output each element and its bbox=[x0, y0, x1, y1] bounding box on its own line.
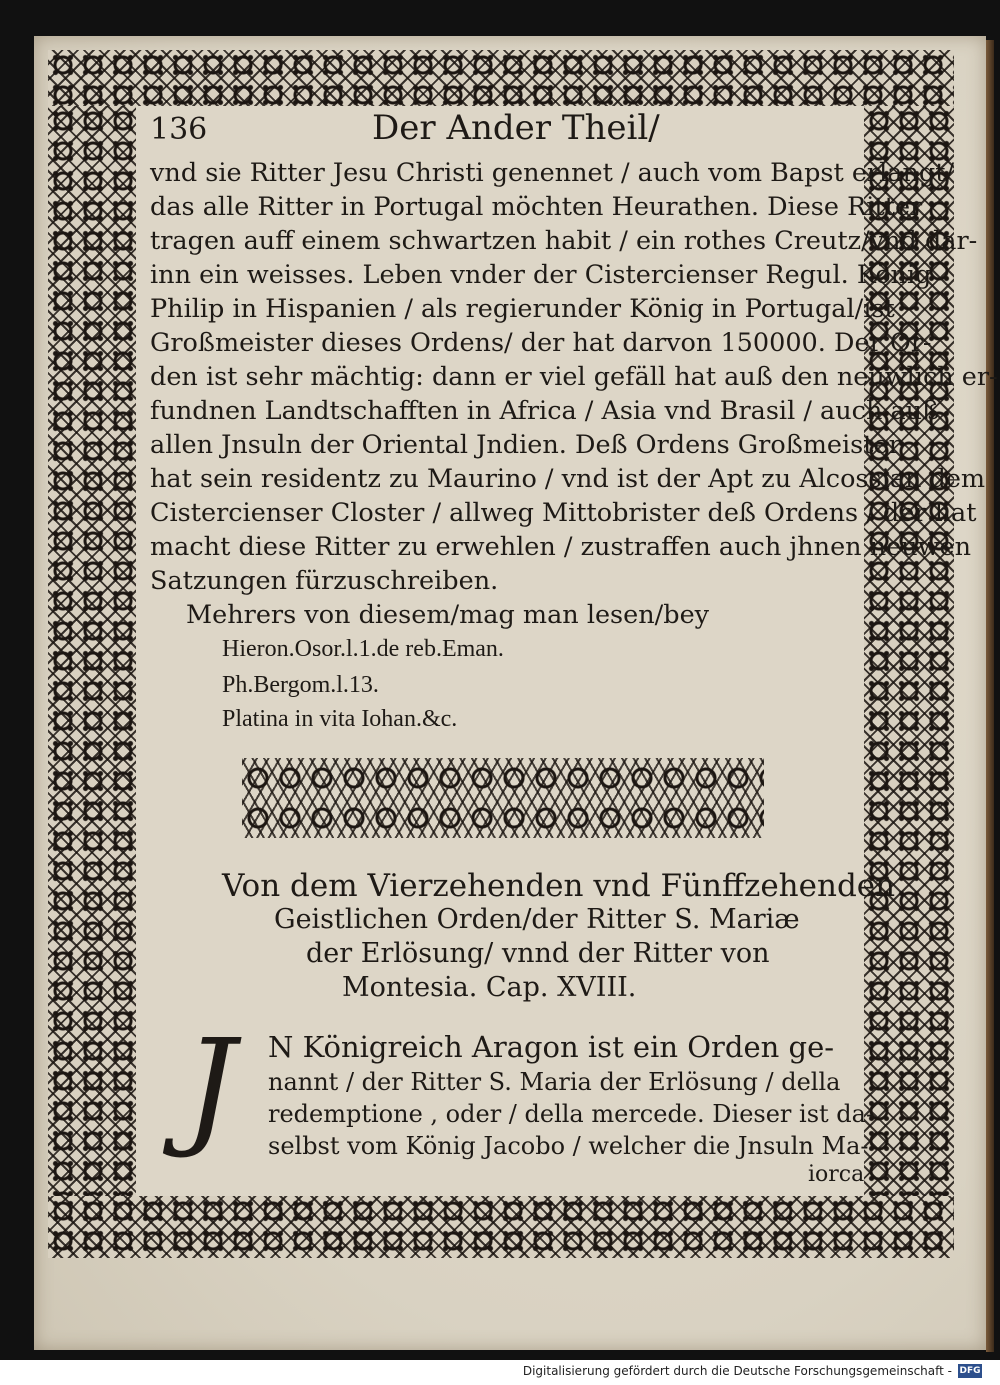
chapter-text-line: N Königreich Aragon ist ein Orden ge- bbox=[268, 1030, 835, 1064]
ornamental-border-bottom bbox=[48, 1196, 954, 1258]
body-line: allen Jnsuln der Oriental Jndien. Deß Ordens Großmeister bbox=[150, 430, 901, 460]
body-line: inn ein weisses. Leben vnder der Cistercienser Regul. König bbox=[150, 260, 932, 290]
body-line: den ist sehr mächtig: dann er viel gefäll hat auß den neuwlich er- bbox=[150, 362, 998, 392]
body-line: hat sein residentz zu Maurino / vnd ist der Apt zu Alcossian dem bbox=[150, 464, 986, 494]
dfg-logo-icon: DFG bbox=[959, 1366, 981, 1376]
chapter-text-line: selbst vom König Jacobo / welcher die Jnsuln Ma- bbox=[268, 1132, 869, 1160]
reference-item: Hieron.Osor.l.1.de reb.Eman. bbox=[222, 636, 504, 662]
ornamental-headpiece bbox=[242, 758, 764, 838]
chapter-heading-line: Von dem Vierzehenden vnd Fünffzehenden bbox=[222, 868, 896, 904]
ornamental-border-top bbox=[48, 50, 954, 106]
running-head: Der Ander Theil/ bbox=[372, 108, 660, 148]
body-line: Cistercienser Closter / allweg Mittobrister deß Ordens / der hat bbox=[150, 498, 977, 528]
chapter-text-line: nannt / der Ritter S. Maria der Erlösung / della bbox=[268, 1068, 841, 1096]
body-line: fundnen Landtschafften in Africa / Asia vnd Brasil / auch auß bbox=[150, 396, 940, 426]
page-edge bbox=[986, 40, 994, 1352]
body-line: macht diese Ritter zu erwehlen / zustraffen auch jhnen neuwen bbox=[150, 532, 971, 562]
body-line: das alle Ritter in Portugal möchten Heurathen. Diese Ritter bbox=[150, 192, 923, 222]
chapter-heading-line: Geistlichen Orden/der Ritter S. Mariæ bbox=[274, 904, 800, 935]
body-line: tragen auff einem schwartzen habit / ein rothes Creutz/vnd dar- bbox=[150, 226, 978, 256]
reference-item: Ph.Bergom.l.13. bbox=[222, 672, 379, 698]
chapter-heading-line: Montesia. Cap. XVIII. bbox=[342, 972, 637, 1003]
body-line: vnd sie Ritter Jesu Christi genennet / auch vom Bapst erlangt/ bbox=[150, 158, 955, 188]
footer-credit: Digitalisierung gefördert durch die Deutsche Forschungsgemeinschaft - bbox=[522, 1364, 952, 1378]
ornamental-border-left bbox=[48, 106, 136, 1196]
body-line: Großmeister dieses Ordens/ der hat darvon 150000. Der Or- bbox=[150, 328, 932, 358]
drop-cap-initial: J bbox=[184, 1013, 236, 1162]
body-line: Satzungen fürzuschreiben. bbox=[150, 566, 499, 596]
body-line: Philip in Hispanien / als regierunder König in Portugal/ist bbox=[150, 294, 895, 324]
chapter-heading-line: der Erlösung/ vnnd der Ritter von bbox=[306, 938, 770, 969]
references-intro: Mehrers von diesem/mag man lesen/bey bbox=[186, 600, 710, 630]
reference-item: Platina in vita Iohan.&c. bbox=[222, 706, 458, 732]
chapter-text-line: redemptione , oder / della mercede. Dieser ist da- bbox=[268, 1100, 875, 1128]
page-number: 136 bbox=[150, 112, 208, 147]
catchword: iorca bbox=[808, 1162, 865, 1187]
